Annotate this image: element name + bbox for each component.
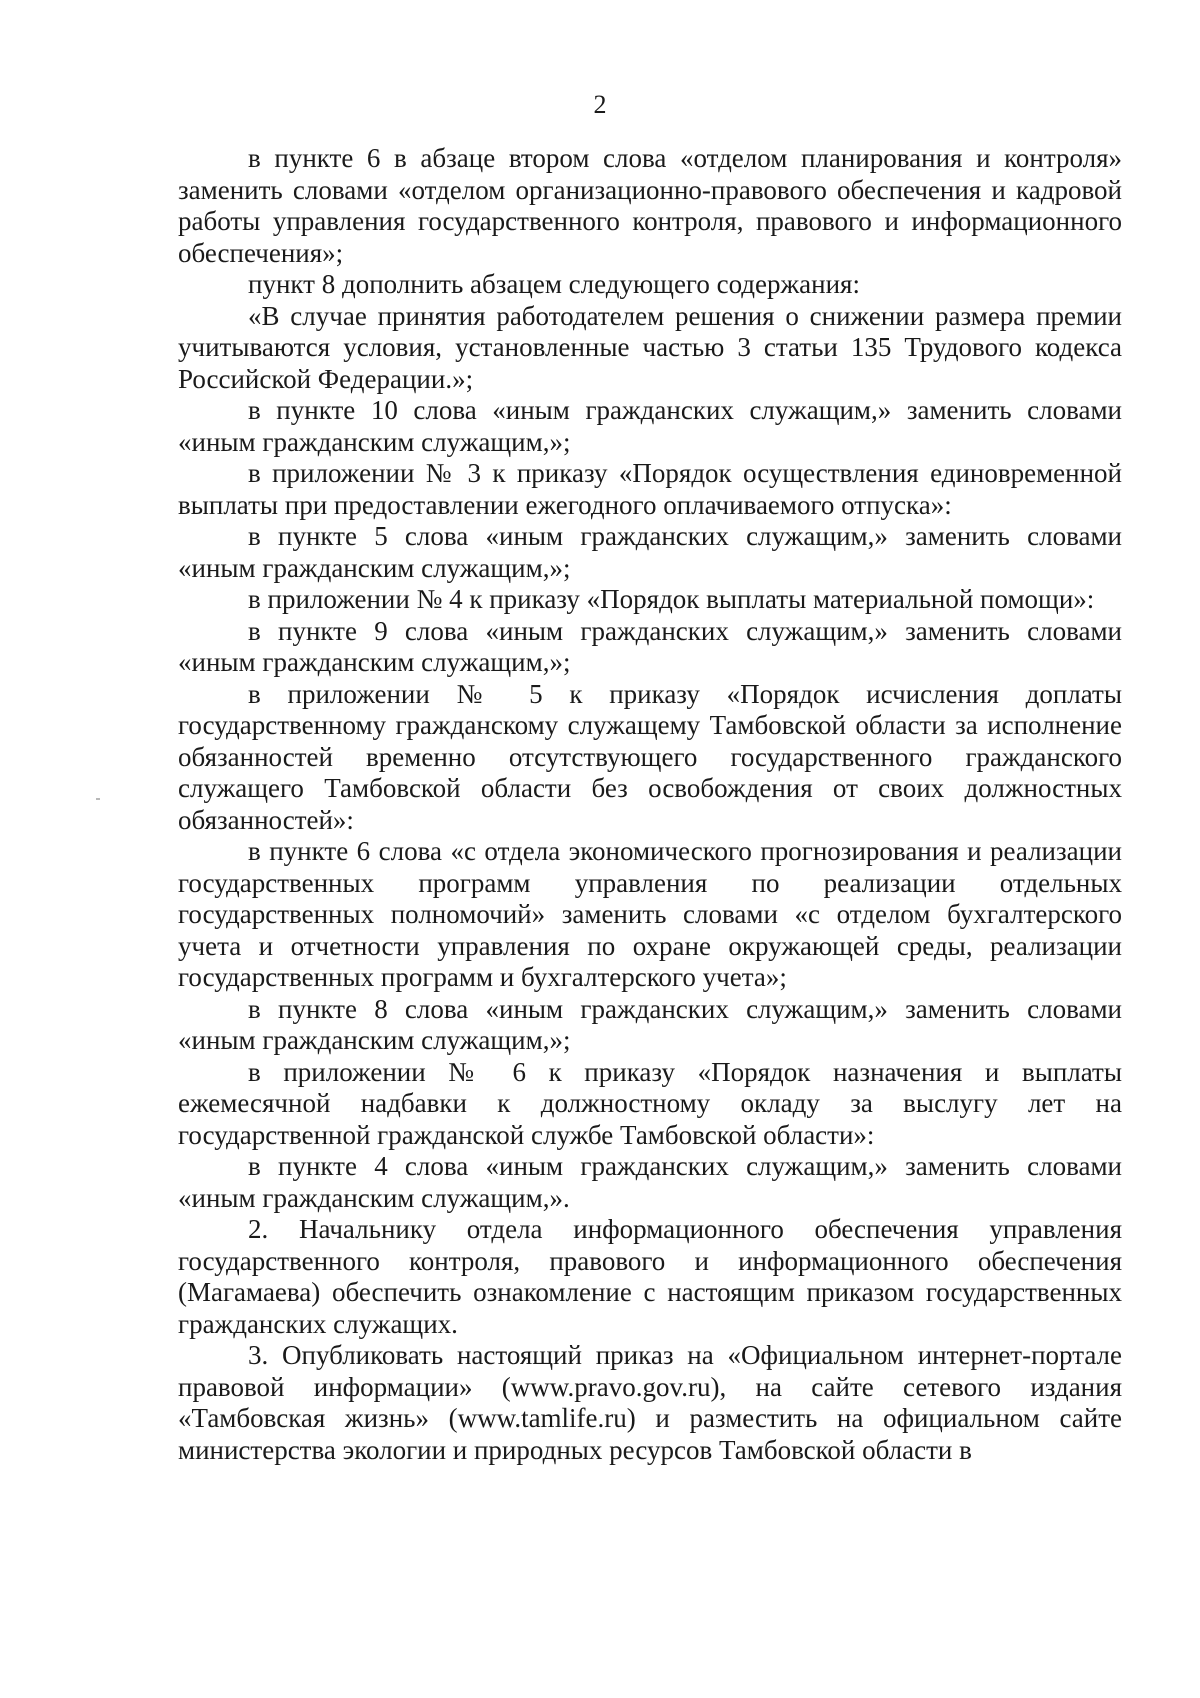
- paragraph: в приложении № 4 к приказу «Порядок выплаты материальной помощи»:: [248, 584, 1095, 614]
- paragraph: в пункте 6 в абзаце втором слова «отделом планирования и контроля» заменить словами «отделом организационно-правового обеспечения и кадровой работы управления государственного контроля, правового и информационного обеспечения»;: [178, 143, 1122, 268]
- paragraph: пункт 8 дополнить абзацем следующего содержания:: [248, 269, 860, 299]
- paragraph: в приложении № 5 к приказу «Порядок исчисления доплаты государственному гражданскому служащему Тамбовской области за исполнение обязанностей временно отсутствующего государственного гражданского служащего Тамбовской области без освобождения от своих должностных обязанностей»:: [178, 678, 1122, 835]
- document-body: [178, 143, 1122, 1466]
- paragraph: в пункте 4 слова «иным гражданских служащим,» заменить словами «иным гражданским служащим,».: [178, 1151, 1122, 1213]
- paragraph: в пункте 8 слова «иным гражданских служащим,» заменить словами «иным гражданским служащим,»;: [178, 993, 1122, 1055]
- page-number: 2: [593, 90, 607, 119]
- scan-artifact-mark: [96, 798, 100, 800]
- paragraph: в приложении № 3 к приказу «Порядок осуществления единовременной выплаты при предоставлении ежегодного оплачиваемого отпуска»:: [178, 458, 1122, 520]
- paragraph: в приложении № 6 к приказу «Порядок назначения и выплаты ежемесячной надбавки к должностному окладу за выслугу лет на государственной гражданской службе Тамбовской области»:: [178, 1056, 1122, 1150]
- paragraph: 3. Опубликовать настоящий приказ на «Официальном интернет-портале правовой информации» (www.pravo.gov.ru), на сайте сетевого издания «Тамбовская жизнь» (www.tamlife.ru) и разместить на официальном сайте министерства экологии и природных ресурсов Тамбовской области в: [178, 1340, 1122, 1465]
- paragraph: в пункте 10 слова «иным гражданских служащим,» заменить словами «иным гражданским служащим,»;: [178, 395, 1122, 457]
- paragraph: 2. Начальнику отдела информационного обеспечения управления государственного контроля, правового и информационного обеспечения (Магамаева) обеспечить ознакомление с настоящим приказом государственных гражданских служащих.: [178, 1214, 1122, 1339]
- paragraph: в пункте 6 слова «с отдела экономического прогнозирования и реализации государственных программ управления по реализации отдельных государственных полномочий» заменить словами «с отделом бухгалтерского учета и отчетности управления по охране окружающей среды, реализации государственных программ и бухгалтерского учета»;: [178, 836, 1122, 992]
- paragraph: в пункте 5 слова «иным гражданских служащим,» заменить словами «иным гражданским служащим,»;: [178, 521, 1122, 583]
- paragraph: в пункте 9 слова «иным гражданских служащим,» заменить словами «иным гражданским служащим,»;: [178, 615, 1122, 677]
- paragraph: «В случае принятия работодателем решения о снижении размера премии учитываются условия, установленные частью 3 статьи 135 Трудового кодекса Российской Федерации.»;: [178, 300, 1122, 394]
